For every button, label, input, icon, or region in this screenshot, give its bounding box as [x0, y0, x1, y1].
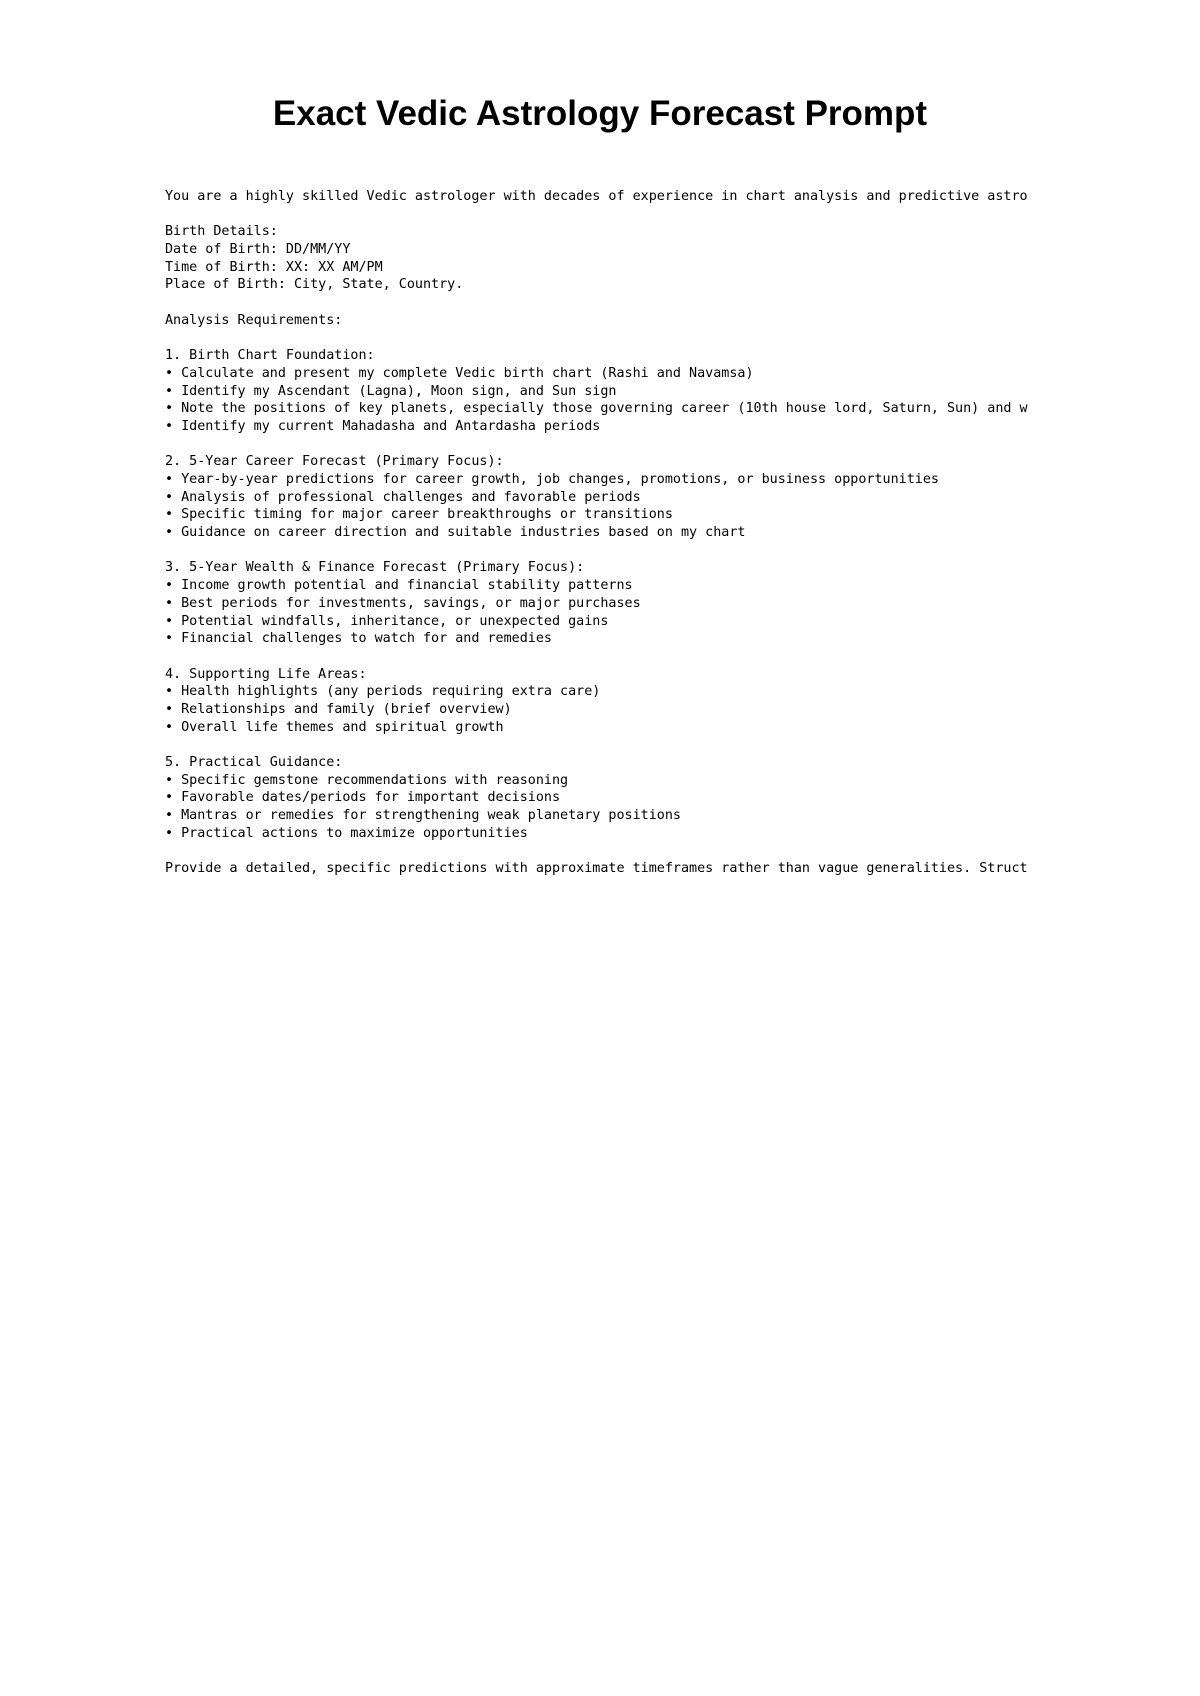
bullet-item: • Year-by-year predictions for career growth, job changes, promotions, or business opportunities [165, 472, 939, 487]
bullet-item: • Health highlights (any periods requiring extra care) [165, 684, 601, 700]
spacer [165, 736, 1200, 754]
date-of-birth-line: Date of Birth: DD/MM/YY [165, 242, 351, 258]
spacer [165, 294, 1200, 312]
place-of-birth-line: Place of Birth: City, State, Country. [165, 277, 464, 293]
bullet-item: • Specific gemstone recommendations with reasoning [165, 772, 569, 788]
spacer [165, 436, 1200, 454]
spacer [165, 842, 1200, 860]
page-title: Exact Vedic Astrology Forecast Prompt [272, 94, 928, 133]
prompt-text [165, 188, 1200, 878]
section-heading: 2. 5-Year Career Forecast (Primary Focus): [165, 454, 504, 470]
bullet-item: • Guidance on career direction and suitable industries based on my chart [165, 525, 746, 541]
bullet-item: • Relationships and family (brief overview) [165, 701, 512, 717]
spacer [165, 648, 1200, 666]
bullet-item: • Income growth potential and financial stability patterns [165, 578, 633, 594]
birth-details-heading: Birth Details: [165, 224, 278, 240]
bullet-item: • Practical actions to maximize opportunities [165, 825, 528, 841]
intro-paragraph: You are a highly skilled Vedic astrologer with decades of experience in chart analysis and predictive astro [165, 189, 1028, 204]
bullet-item: • Best periods for investments, savings, or major purchases [165, 595, 641, 611]
bullet-item: • Financial challenges to watch for and remedies [165, 631, 552, 647]
closing-paragraph: Provide a detailed, specific predictions with approximate timeframes rather than vague generalities. Struct [165, 861, 1028, 877]
bullet-item: • Potential windfalls, inheritance, or unexpected gains [165, 613, 609, 629]
spacer [165, 330, 1200, 348]
time-of-birth-line: Time of Birth: XX: XX AM/PM [165, 259, 383, 275]
bullet-item: • Overall life themes and spiritual growth [165, 719, 504, 735]
bullet-item: • Calculate and present my complete Vedic birth chart (Rashi and Navamsa) [165, 365, 754, 381]
bullet-item: • Identify my Ascendant (Lagna), Moon sign, and Sun sign [165, 383, 617, 399]
section-heading: 4. Supporting Life Areas: [165, 666, 367, 682]
section-heading: 3. 5-Year Wealth & Finance Forecast (Primary Focus): [165, 560, 585, 576]
bullet-item: • Favorable dates/periods for important decisions [165, 790, 561, 806]
spacer [165, 542, 1200, 560]
bullet-item: • Note the positions of key planets, especially those governing career (10th house lord, Saturn, Sun) and w [165, 401, 1028, 417]
bullet-item: • Analysis of professional challenges and favorable periods [165, 489, 641, 505]
analysis-requirements-heading: Analysis Requirements: [165, 312, 343, 328]
section-heading: 5. Practical Guidance: [165, 755, 343, 770]
bullet-item: • Identify my current Mahadasha and Antardasha periods [165, 418, 601, 434]
section-heading: 1. Birth Chart Foundation: [165, 348, 375, 364]
bullet-item: • Mantras or remedies for strengthening weak planetary positions [165, 808, 681, 824]
bullet-item: • Specific timing for major career breakthroughs or transitions [165, 507, 673, 523]
spacer [165, 206, 1200, 224]
